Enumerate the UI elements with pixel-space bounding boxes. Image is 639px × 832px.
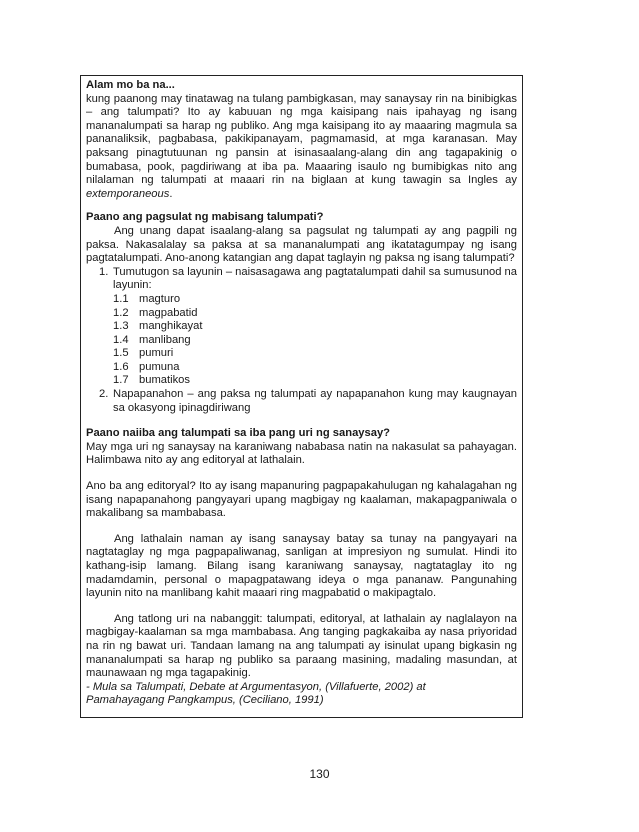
- sublist-text: bumatikos: [139, 374, 190, 387]
- sublist-number: 1.4: [113, 333, 129, 346]
- katangian-list: [86, 266, 517, 416]
- info-box: [80, 75, 523, 718]
- naiiba-heading: Paano naiiba ang talumpati sa iba pang uri ng sanaysay?: [86, 427, 391, 440]
- sublist-number: 1.3: [113, 320, 129, 333]
- tatlong-uri-paragraph: Ang tatlong uri na nabanggit: talumpati, editoryal, at lathalain ay naglalayon na magbigay-kaalaman sa mga mambabasa. Ang tanging pagkakaiba ay nasa priyoridad na rin ng bawat uri. Tandaan lamang na ang talumpati ay isinulat upang bigkasin ng mananalumpati sa harap ng publiko sa paraang masining, madaling masundan, at maunawaan ng mga tagapakinig.: [86, 612, 517, 680]
- alam-text: kung paanong may tinatawag na tulang pambigkasan, may sanaysay rin na binibigkas – ang talumpati? Ito ay kabuuan ng mga kaisipang nais ipahayag ng isang mananalumpati sa harap ng publiko. Ang mga kaisipang ito ay maaaring magmula sa pananaliksik, pagbabasa, pakikipanayam, pagmamasid, at mga karanasan. May paksang pinagtutuunan ng pansin at isinasaalang-alang din ang tagapakinig o bumabasa, pook, pagdiriwang at iba pa. Maaaring isaulo ng bumibigkas nito ang nilalaman ng talumpati at maaari rin na biglaan at kung tawagin sa Ingles ay: [86, 92, 517, 187]
- sublist-number: 1.2: [113, 306, 129, 319]
- alam-end: .: [169, 187, 173, 200]
- sublist-text: manlibang: [139, 333, 191, 346]
- list-item-number: 1.: [99, 265, 109, 278]
- page-number: 130: [309, 767, 330, 781]
- list-item: [86, 388, 517, 415]
- list-item: [86, 266, 517, 388]
- sublist-number: 1.1: [113, 292, 129, 305]
- sublist-text: magpabatid: [139, 306, 198, 319]
- citation: [86, 681, 517, 708]
- citation-line-1: - Mula sa Talumpati, Debate at Argumentasyon, (Villafuerte, 2002) at: [86, 680, 426, 693]
- list-item-text: Tumutugon sa layunin – naisasagawa ang pagtatalumpati dahil sa sumusunod na layunin:: [113, 265, 517, 292]
- sublist-item: [113, 334, 517, 348]
- naiiba-paragraph-1: May mga uri ng sanaysay na karaniwang nababasa natin na nakasulat sa pahayagan. Halimbawa nito ay ang editoryal at lathalain.: [86, 440, 517, 467]
- alam-paragraph: [86, 93, 517, 202]
- sublist-number: 1.6: [113, 360, 129, 373]
- sublist-item: [113, 293, 517, 307]
- pagsulat-heading: Paano ang pagsulat ng mabisang talumpati?: [86, 211, 324, 224]
- sublist-text: pumuna: [139, 360, 180, 373]
- sublist-item: [113, 320, 517, 334]
- layunin-sublist: [113, 293, 517, 388]
- sublist-text: manghikayat: [139, 320, 203, 333]
- sublist-number: 1.5: [113, 347, 129, 360]
- sublist-item: [113, 361, 517, 375]
- list-item-text: Napapanahon – ang paksa ng talumpati ay napapanahon kung may kaugnayan sa okasyong ipinagdiriwang: [113, 388, 517, 414]
- sublist-item: [113, 307, 517, 321]
- sublist-item: [113, 347, 517, 361]
- pagsulat-intro: Ang unang dapat isaalang-alang sa pagsulat ng talumpati ay ang pagpili ng paksa. Nakasalalay sa paksa at sa mananalumpati ang ikatatagumpay ng isang pagtatalumpati. Ano-anong katangian ang dapat taglayin ng paksa ng isang talumpati?: [86, 224, 517, 265]
- extemporaneous-term: extemporaneous: [86, 187, 170, 200]
- list-item-number: 2.: [99, 388, 109, 401]
- sublist-text: magturo: [139, 292, 181, 305]
- editoryal-paragraph: Ano ba ang editoryal? Ito ay isang mapanuring pagpapakahulugan ng kahalagahan ng isang napapanahong pangyayari upang magbigay ng kaalaman, makapagpaniwala o makalibang sa mambabasa.: [86, 480, 517, 520]
- lathalain-paragraph: Ang lathalain naman ay isang sanaysay batay sa tunay na pangyayari na nagtataglay ng mga pagpapaliwanag, sanligan at impresiyon ng sumulat. Hindi ito kathang-isip lamang. Bilang isang karaniwang sanaysay, nagtataglay ito ng madamdamin, personal o mapagpatawang ideya o mga pananaw. Pangunahing layunin nito na manlibang kahit maaari ring magpabatid o makipagtalo.: [86, 532, 517, 600]
- sublist-number: 1.7: [113, 374, 129, 387]
- citation-line-2: Pamahayagang Pangkampus, (Ceciliano, 1991): [86, 694, 324, 707]
- alam-heading: Alam mo ba na...: [86, 79, 175, 91]
- sublist-text: pumuri: [139, 347, 174, 360]
- sublist-item: [113, 374, 517, 388]
